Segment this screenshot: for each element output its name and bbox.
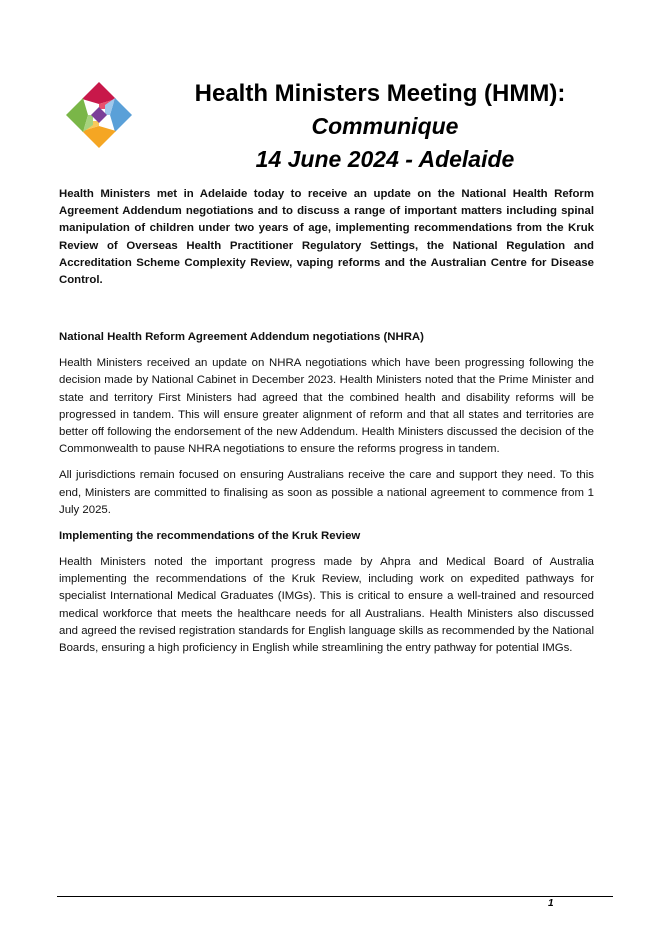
footer-divider: [57, 896, 613, 897]
intro-paragraph: Health Ministers met in Adelaide today to receive an update on the National Health Reform Agreement Addendum negotiations and to discuss a range of important matters including spinal manipulation of children under two years of age, implementing recommendations from the Kruk Review of Overseas Health Practitioner Regulatory Settings, the National Regulation and Accreditation Scheme Complexity Review, vaping reforms and the Australian Centre for Disease Control.: [59, 188, 594, 287]
title-line-meeting: Health Ministers Meeting (HMM):: [194, 80, 566, 107]
logo-center-segment: [91, 107, 107, 123]
kruk-review-paragraph-1: Health Ministers noted the important progress made by Ahpra and Medical Board of Australia implementing the recommendations of the Kruk Review, including work on expedited pathways for specialist International Medical Graduates (IMGs). This is critical to ensure a well-trained and resourced medical workforce that meets the healthcare needs for all Australians. Health Ministers also discussed and agreed the revised registration standards for English language skills as recommended by the National Boards, ensuring a high proficiency in English while streamlining the entry pathway for potential IMGs.: [59, 556, 594, 655]
nhra-paragraph-1: Health Ministers received an update on NHRA negotiations which have been progressing following the decision made by National Cabinet in December 2023. Health Ministers noted that the Prime Minister and state and territory First Ministers had agreed that the combined health and disability reforms will be progressed in tandem. This will ensure greater alignment of reform and that all states and territories are better off following the endorsement of the new Addendum. Health Ministers discussed the decision of the Commonwealth to pause NHRA negotiations to ensure the reforms progress in tandem.: [59, 357, 594, 456]
section-heading-nhra: National Health Reform Agreement Addendum negotiations (NHRA): [59, 331, 424, 344]
document-title: [150, 78, 610, 176]
section-heading-kruk-review: Implementing the recommendations of the Kruk Review: [59, 530, 361, 543]
title-line-communique: Communique: [311, 113, 459, 139]
title-line-date-location: 14 June 2024 - Adelaide: [255, 146, 515, 172]
document-body: [59, 186, 594, 657]
hmm-logo: [64, 80, 134, 150]
nhra-paragraph-2: All jurisdictions remain focused on ensuring Australians receive the care and support they need. To this end, Ministers are committed to finalising as soon as possible a national agreement to commence from 1 July 2025.: [59, 469, 594, 516]
page-number: 1: [548, 898, 554, 909]
